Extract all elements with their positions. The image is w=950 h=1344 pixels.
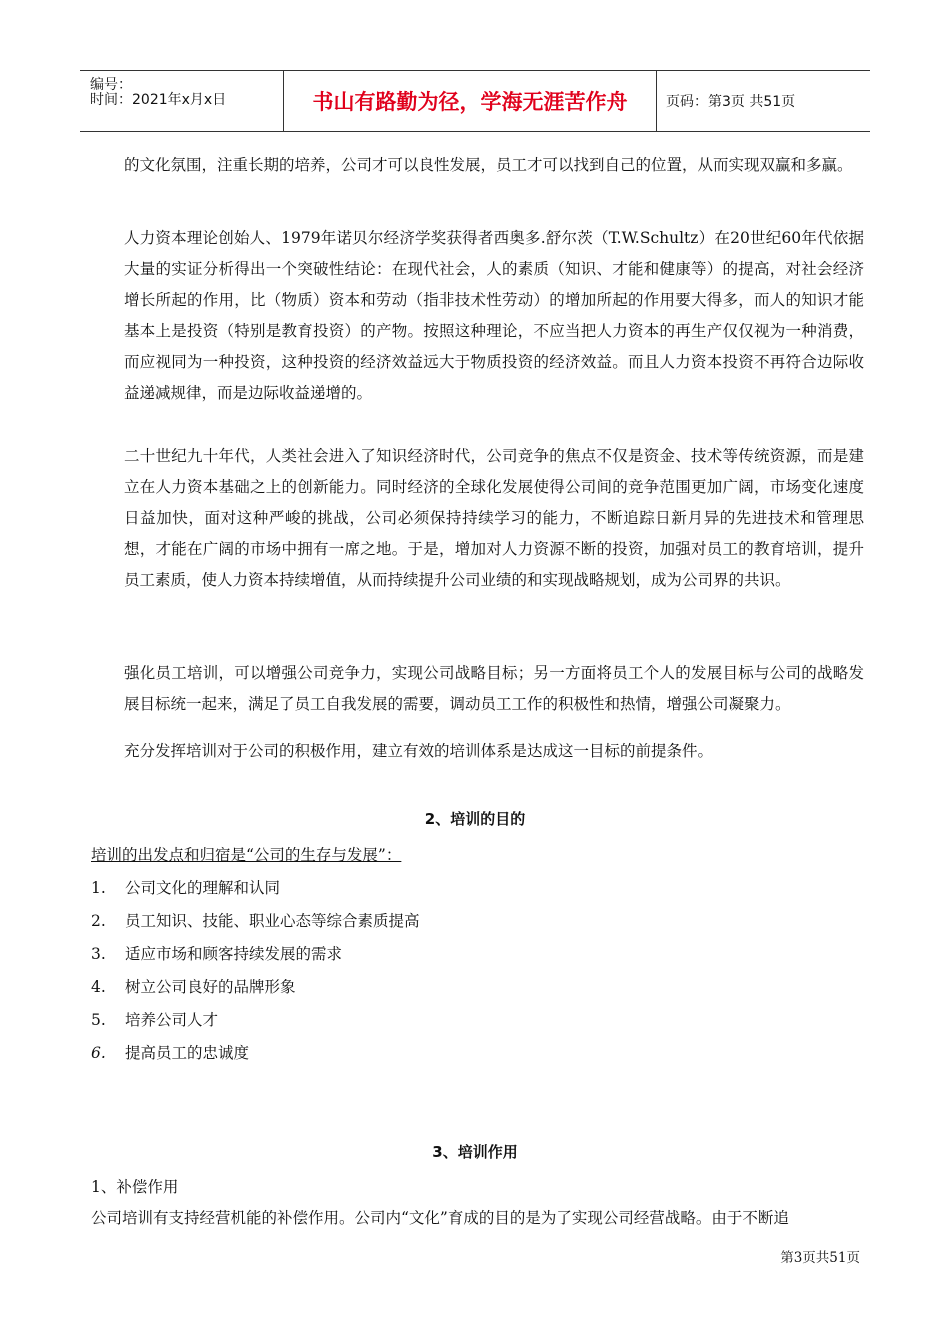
list-text: 树立公司良好的品牌形象 <box>125 978 296 996</box>
section-2-intro: 培训的出发点和归宿是“公司的生存与发展”： <box>91 846 402 864</box>
list-number: 2. <box>91 912 106 930</box>
paragraph-5: 充分发挥培训对于公司的积极作用，建立有效的培训体系是达成这一目标的前提条件。 <box>124 742 714 760</box>
list-item <box>91 1041 249 1063</box>
list-number: 5. <box>91 1011 106 1029</box>
list-item <box>91 876 280 898</box>
page-header <box>80 70 870 132</box>
date-label: 时间：2021年x月x日 <box>90 92 227 108</box>
list-number: 6. <box>91 1044 106 1062</box>
section-3-text: 公司培训有支持经营机能的补偿作用。公司内“文化”育成的目的是为了实现公司经营战略。由于不断追 <box>91 1209 789 1227</box>
paragraph-1: 的文化氛围，注重长期的培养，公司才可以良性发展，员工才可以找到自己的位置，从而实现双赢和多赢。 <box>124 156 853 174</box>
list-item <box>91 909 420 931</box>
header-meta-cell <box>80 71 283 131</box>
section-3-subheading: 1、补偿作用 <box>91 1178 179 1196</box>
list-text: 适应市场和顾客持续发展的需求 <box>125 945 343 963</box>
header-page-info: 页码：第3页 共51页 <box>666 94 796 110</box>
list-number: 1. <box>91 879 106 897</box>
code-label: 编号： <box>90 77 132 93</box>
paragraph-4: 强化员工培训，可以增强公司竞争力，实现公司战略目标；另一方面将员工个人的发展目标与公司的战略发展目标统一起来，满足了员工自我发展的需要，调动员工工作的积极性和热情，增强公司凝聚力。 <box>124 664 864 713</box>
header-motto: 书山有路勤为径，学海无涯苦作舟 <box>283 71 657 131</box>
list-item <box>91 1008 218 1030</box>
paragraph-2: 人力资本理论创始人、1979年诺贝尔经济学奖获得者西奥多.舒尔茨（T.W.Schultz）在20世纪60年代依据大量的实证分析得出一个突破性结论：在现代社会，人的素质（知识、才能和健康等）的提高，对社会经济增长所起的作用，比（物质）资本和劳动（指非技术性劳动）的增加所起的作用要大得多，而人的知识才能基本上是投资（特别是教育投资）的产物。按照这种理论，不应当把人力资本的再生产仅仅视为一种消费，而应视同为一种投资，这种投资的经济效益远大于物质投资的经济效益。而且人力资本投资不再符合边际收益递减规律，而是边际收益递增的。 <box>124 229 864 402</box>
list-text: 培养公司人才 <box>125 1011 219 1029</box>
section-3-heading: 3、培训作用 <box>432 1143 518 1161</box>
list-text: 公司文化的理解和认同 <box>125 879 281 897</box>
section-2-heading: 2、培训的目的 <box>424 810 526 828</box>
list-number: 4. <box>91 978 106 996</box>
list-number: 3. <box>91 945 106 963</box>
list-item <box>91 942 342 964</box>
list-text: 员工知识、技能、职业心态等综合素质提高 <box>125 912 420 930</box>
list-item <box>91 975 296 997</box>
list-text: 提高员工的忠诚度 <box>125 1044 250 1062</box>
page-footer: 第3页共51页 <box>780 1250 860 1266</box>
paragraph-3: 二十世纪九十年代，人类社会进入了知识经济时代，公司竞争的焦点不仅是资金、技术等传统资源，而是建立在人力资本基础之上的创新能力。同时经济的全球化发展使得公司间的竞争范围更加广阔，市场变化速度日益加快，面对这种严峻的挑战，公司必须保持持续学习的能力，不断追踪日新月异的先进技术和管理思想，才能在广阔的市场中拥有一席之地。于是，增加对人力资源不断的投资，加强对员工的教育培训，提升员工素质，使人力资本持续增值，从而持续提升公司业绩的和实现战略规划，成为公司界的共识。 <box>124 447 864 589</box>
